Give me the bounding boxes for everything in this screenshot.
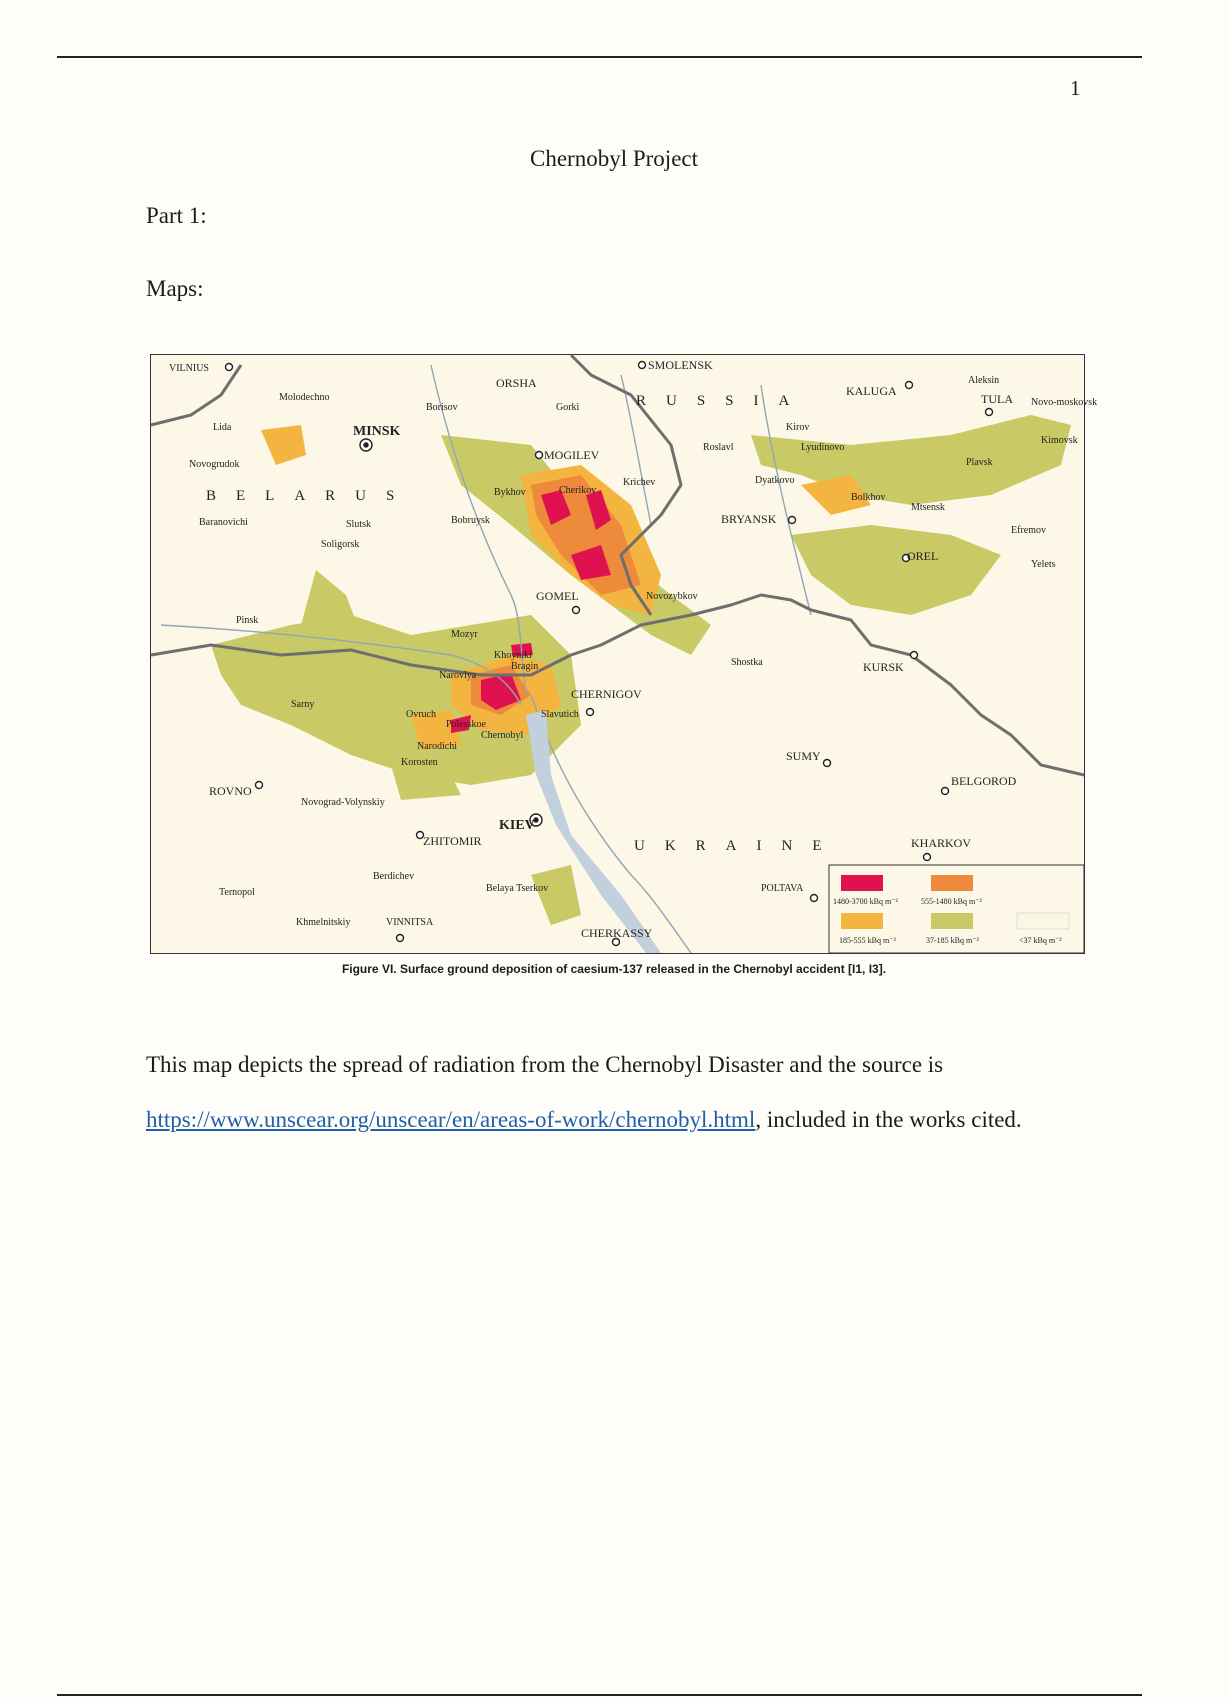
city-label-bragin: Bragin [511, 661, 539, 672]
legend-label-37-185: 37-185 kBq m⁻² [926, 936, 979, 945]
city-label-berdichev: Berdichev [373, 871, 415, 882]
city-label-kiev: KIEV [499, 818, 535, 833]
city-label-molodechno: Molodechno [279, 392, 330, 403]
city-label-bryansk: BRYANSK [721, 512, 777, 526]
legend-label-1480-3700: 1480-3700 kBq m⁻² [833, 897, 898, 906]
city-label-novozybkov: Novozybkov [646, 591, 698, 602]
city-label-chernobyl: Chernobyl [481, 730, 524, 741]
city-label-smolensk: SMOLENSK [648, 358, 713, 372]
city-label-mtsensk: Mtsensk [911, 502, 945, 513]
city-label-kirov: Kirov [786, 422, 810, 433]
city-label-korosten: Korosten [401, 757, 438, 768]
city-label-zhitomir: ZHITOMIR [423, 834, 482, 848]
city-label-belgorod: BELGOROD [951, 774, 1017, 788]
document-title: Chernobyl Project [530, 146, 698, 171]
city-label-lida: Lida [213, 422, 232, 433]
source-link[interactable]: https://www.unscear.org/unscear/en/areas-of-work/chernobyl.html [146, 1107, 756, 1132]
city-label-bolkhov: Bolkhov [851, 492, 886, 503]
city-label-gomel: GOMEL [536, 589, 579, 603]
city-label-minsk: MINSK [353, 424, 401, 439]
map-graphic [151, 355, 1098, 953]
city-label-kaluga: KALUGA [846, 384, 897, 398]
city-label-kursk: KURSK [863, 660, 904, 674]
city-label-bobruysk: Bobruysk [451, 515, 490, 526]
city-label-shostka: Shostka [731, 657, 763, 668]
footer-rule [57, 1694, 1142, 1696]
city-label-rovno: ROVNO [209, 784, 252, 798]
legend-swatch-555-1480 [931, 875, 973, 891]
city-label-cherikov: Cherikov [559, 485, 597, 496]
map-legend [829, 865, 1084, 953]
city-label-roslavl: Roslavl [703, 442, 734, 453]
city-label-sumy: SUMY [786, 749, 821, 763]
part-heading: Part 1: [146, 203, 207, 228]
city-label-sarny: Sarny [291, 699, 315, 710]
city-label-novograd-volynskiy: Novograd-Volynskiy [301, 797, 385, 808]
city-label-vilnius: VILNIUS [169, 363, 209, 374]
city-label-cherkassy: CHERKASSY [581, 926, 653, 940]
city-label-aleksin: Aleksin [968, 375, 1000, 386]
country-label-ukraine: UKRAINE [634, 838, 842, 854]
city-label-soligorsk: Soligorsk [321, 539, 360, 550]
city-label-borisov: Borisov [426, 402, 458, 413]
city-label-dyatkovo: Dyatkovo [755, 475, 795, 486]
city-label-slutsk: Slutsk [346, 519, 372, 530]
city-label-novogrudok: Novogrudok [189, 459, 240, 470]
legend-label-under-37: <37 kBq m⁻² [1019, 936, 1062, 945]
city-label-ternopol: Ternopol [219, 887, 255, 898]
maps-heading: Maps: [146, 276, 204, 301]
country-label-russia: RUSSIA [636, 393, 810, 409]
figure-caption: Figure VI. Surface ground deposition of caesium-137 released in the Chernobyl accident [I1, I3]. [341, 962, 887, 976]
city-label-lyudinovo: Lyudinovo [801, 442, 845, 453]
city-label-polesskoe: Polesskoe [446, 719, 486, 730]
country-label-belarus: BELARUS [206, 488, 415, 504]
city-label-kharkov: KHARKOV [911, 836, 971, 850]
legend-swatch-185-555 [841, 913, 883, 929]
city-label-narodichi: Narodichi [417, 741, 457, 752]
header-rule [57, 56, 1142, 58]
city-label-tula: TULA [981, 392, 1013, 406]
page-number: 1 [1070, 76, 1081, 100]
legend-label-555-1480: 555-1480 kBq m⁻² [921, 897, 982, 906]
legend-swatch-37-185 [931, 913, 973, 929]
caesium-deposition-map [150, 354, 1098, 954]
city-label-kimovsk: Kimovsk [1041, 435, 1078, 446]
city-label-pinsk: Pinsk [236, 615, 259, 626]
city-label-slavutich: Slavutich [541, 709, 579, 720]
city-label-orsha: ORSHA [496, 376, 537, 390]
legend-swatch-under-37 [1017, 913, 1069, 929]
city-label-novomoskovsk: Novo-moskovsk [1031, 397, 1098, 408]
city-label-krichev: Krichev [623, 477, 656, 488]
city-label-khoyniki: Khoyniki [494, 650, 532, 661]
city-label-mozyr: Mozyr [451, 629, 478, 640]
city-label-bykhov: Bykhov [494, 487, 526, 498]
city-label-poltava: POLTAVA [761, 883, 804, 894]
body-paragraph-line2 [146, 1107, 1022, 1133]
city-label-efremov: Efremov [1011, 525, 1046, 536]
city-label-khmelnitskiy: Khmelnitskiy [296, 917, 351, 928]
city-label-orel: OREL [907, 549, 939, 563]
city-label-yelets: Yelets [1031, 559, 1056, 570]
city-label-belaya-tserkov: Belaya Tserkov [486, 883, 549, 894]
city-label-plavsk: Plavsk [966, 457, 993, 468]
body-paragraph-line1: This map depicts the spread of radiation from the Chernobyl Disaster and the source is [146, 1052, 944, 1077]
city-label-chernigov: CHERNIGOV [571, 687, 642, 701]
city-label-narovlya: Narovlya [439, 670, 477, 681]
city-label-mogilev: MOGILEV [544, 448, 600, 462]
city-label-baranovichi: Baranovichi [199, 517, 248, 528]
city-label-ovruch: Ovruch [406, 709, 436, 720]
city-label-gorki: Gorki [556, 402, 580, 413]
legend-label-185-555: 185-555 kBq m⁻² [839, 936, 896, 945]
body-line2-suffix: , included in the works cited. [755, 1107, 1022, 1132]
city-label-vinnitsa: VINNITSA [386, 917, 434, 928]
legend-swatch-1480-3700 [841, 875, 883, 891]
